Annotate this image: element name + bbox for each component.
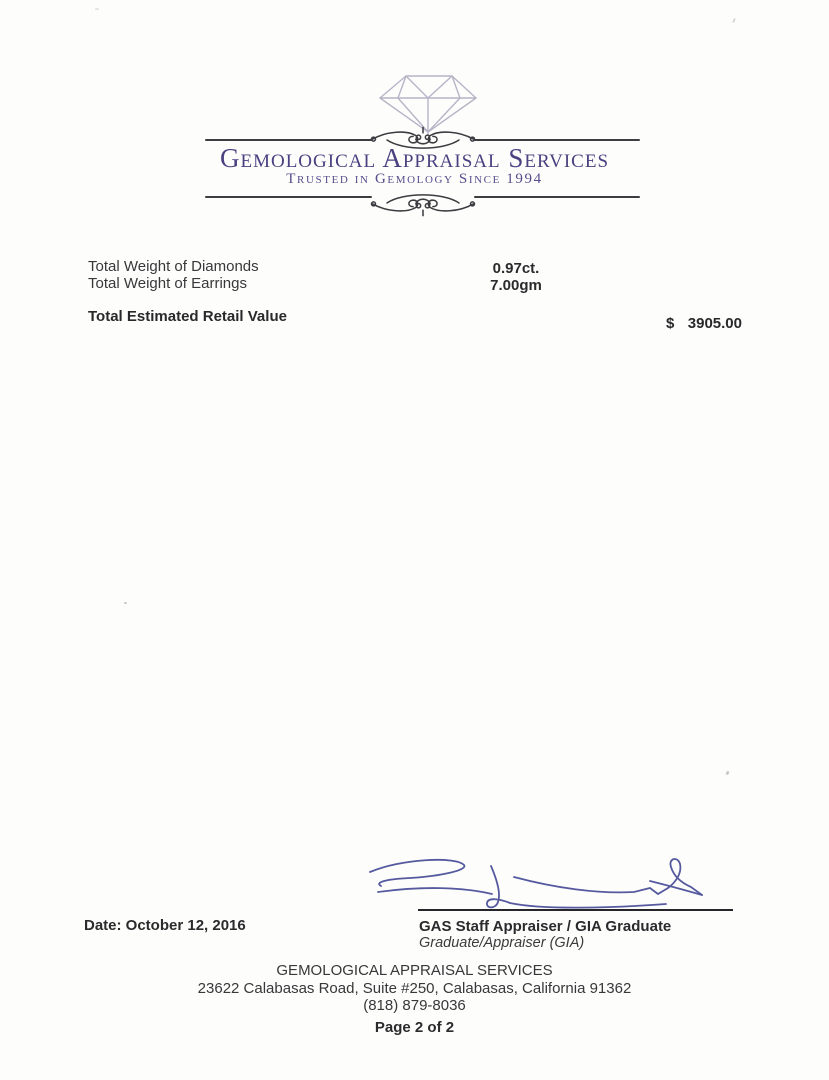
rule-line: [205, 139, 372, 141]
weight-labels: [88, 259, 259, 292]
scan-speck: [95, 8, 99, 10]
scan-speck: [732, 18, 736, 23]
weight-value-earrings: 7.00gm: [490, 276, 542, 294]
appraisal-date: Date: October 12, 2016: [84, 917, 246, 934]
rule-line: [474, 196, 640, 198]
footer-company-name: GEMOLOGICAL APPRAISAL SERVICES: [276, 962, 553, 979]
footer-address: 23622 Calabasas Road, Suite #250, Calabasas, California 91362: [197, 979, 632, 997]
weight-label-earrings: Total Weight of Earrings: [88, 274, 247, 292]
scan-speck: [725, 771, 730, 776]
signer-title: GAS Staff Appraiser / GIA Graduate: [419, 918, 672, 935]
weight-value-diamonds: 0.97ct.: [492, 260, 540, 277]
weight-values: [446, 261, 586, 294]
footer-phone: (818) 879-8036: [363, 997, 466, 1014]
amount-value: 3905.00: [687, 315, 742, 332]
rule-line: [474, 139, 640, 141]
rule-line: [205, 196, 372, 198]
signer-credential: Graduate/Appraiser (GIA): [419, 935, 585, 951]
scan-speck: [124, 602, 127, 604]
total-retail-value-amount: [666, 315, 742, 332]
signature-rule-line: [418, 909, 733, 911]
scroll-flourish-icon: [369, 189, 477, 217]
page-indicator: Page 2 of 2: [374, 1018, 455, 1036]
company-tagline: Trusted in Gemology Since 1994: [286, 171, 543, 187]
handwritten-signature-icon: [350, 836, 725, 916]
document-footer: [0, 962, 829, 1036]
total-retail-value-label: Total Estimated Retail Value: [88, 308, 287, 325]
weight-label-diamonds: Total Weight of Diamonds: [88, 258, 259, 275]
currency-symbol: $: [666, 315, 675, 332]
company-name-logotype: Gemological Appraisal Services: [219, 143, 610, 173]
